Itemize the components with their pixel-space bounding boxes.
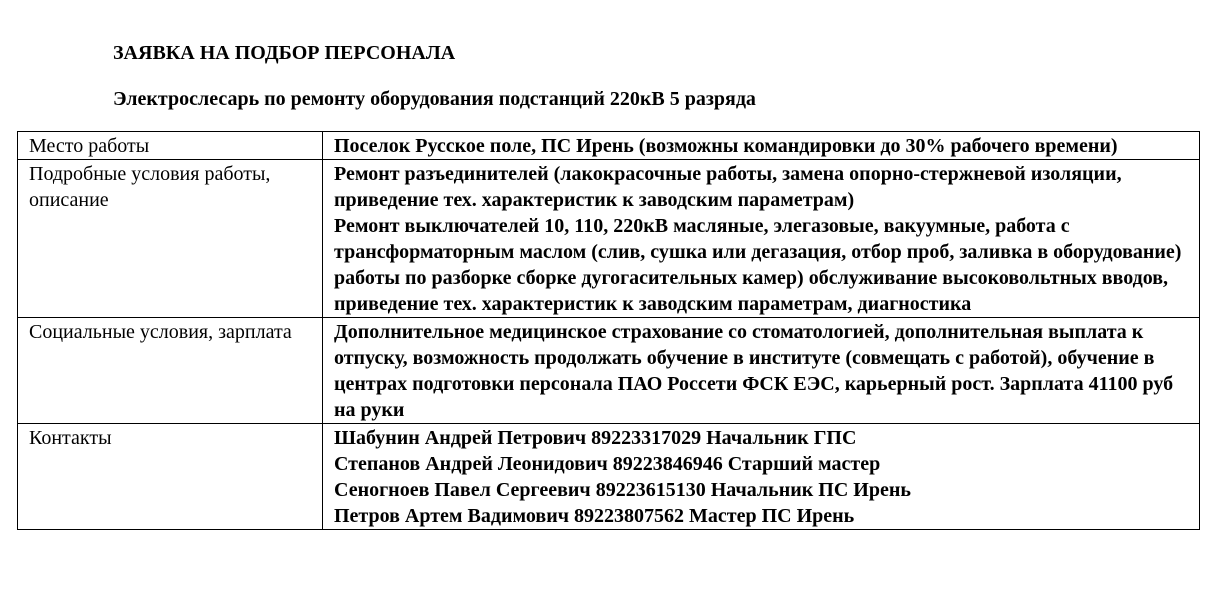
vacancy-table xyxy=(17,131,1200,530)
contact-line: Шабунин Андрей Петрович 89223317029 Начальник ГПС xyxy=(334,427,857,449)
table-row-contacts xyxy=(18,424,1200,530)
value-line: Дополнительное медицинское страхование со стоматологией, дополнительная выплата к отпуску, возможность продолжать обучение в институте (совмещать с работой), обучение в центрах подготовки персонала ПАО Россети ФСК ЕЭС, карьерный рост. Зарплата 41100 руб на руки xyxy=(334,321,1174,421)
document-title: ЗАЯВКА НА ПОДБОР ПЕРСОНАЛА xyxy=(113,42,456,64)
table-row-social xyxy=(18,318,1200,424)
row-value-conditions xyxy=(323,160,1200,318)
row-label-conditions: Подробные условия работы, описание xyxy=(18,160,323,318)
value-line: Поселок Русское поле, ПС Ирень (возможны командировки до 30% рабочего времени) xyxy=(334,135,1118,157)
value-line: Ремонт выключателей 10, 110, 220кВ масляные, элегазовые, вакуумные, работа с трансформаторным маслом (слив, сушка или дегазация, отбор проб, заливка в оборудование) работы по разборке сборке дугогасительных камер) обслуживание высоковольтных вводов, приведение тех. характеристик к заводским параметрам, диагностика xyxy=(334,215,1182,315)
contact-line: Степанов Андрей Леонидович 89223846946 Старший мастер xyxy=(334,453,881,475)
value-line: Ремонт разъединителей (лакокрасочные работы, замена опорно-стержневой изоляции, приведение тех. характеристик к заводским параметрам) xyxy=(334,163,1122,211)
row-value-social xyxy=(323,318,1200,424)
row-label-contacts: Контакты xyxy=(18,424,323,530)
table-row-workplace xyxy=(18,132,1200,160)
row-label-social: Социальные условия, зарплата xyxy=(18,318,323,424)
document-subtitle: Электрослесарь по ремонту оборудования подстанций 220кВ 5 разряда xyxy=(113,88,756,110)
contact-line: Сеногноев Павел Сергеевич 89223615130 Начальник ПС Ирень xyxy=(334,479,911,501)
row-value-contacts xyxy=(323,424,1200,530)
row-label-workplace: Место работы xyxy=(18,132,323,160)
contact-line: Петров Артем Вадимович 89223807562 Мастер ПС Ирень xyxy=(334,505,855,527)
table-row-conditions xyxy=(18,160,1200,318)
row-value-workplace xyxy=(323,132,1200,160)
